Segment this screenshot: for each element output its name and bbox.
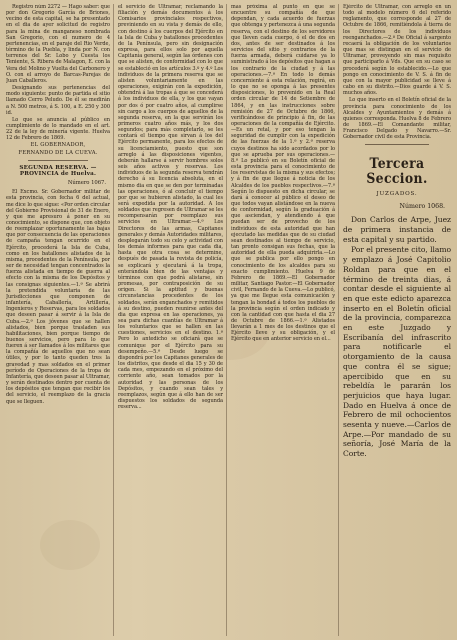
column-1 (6, 4, 110, 636)
notice-body-continued: mas próxima al punto en que se encuentre su compañía de que dependan, y cada acuerdo de fuerzas que obtenga y pertenezca á una segunda reserva, con el destino de los servidores que lleven cada cuerpo, ó el de dos en dos, antes de ser destinados á los servicios del sitio y contrarios de la fuerza armada, deberá cuidarse ya lo suministrado á los depósitos que hagan a los contrario de la ciudad y á las operaciones.—7.ª En todo lo demás concerniente á esta relación, regirá, en lo que no se oponga á las presentes disposiciones, lo prevenido en la Real orden circular de 14 de Setiembre de 1864, y en las instrucciones sobre remisión de 27 de Octubre de 1866, verificándose de principio á fin, de las operaciones de la compañía de Ejército.—Es un retal, y por eso tengan la seguridad de cumplir con la expedición de las fuerzas de la 1.ª y 2.ª reserva cuyos destinos ha sido acordados por lo que se aprueba por sus operaciones.—8.ª Lo publicó en su Boletín oficial de esta provincia para el conocimiento de los reservistas de la misma y sus efectos; y á fin de que llegue á noticia de los Alcaldes de los pueblos respectivos.—7.ª Según lo dispuesto en dicha circular, se dará á conocer al público el deseo de que todos vayan alistándose en la nueva de conformidad, según la graduación á que asciendan, y atendiendo á que puedan ser de provecho de los individuos de esta autoridad que han ejecutado las medidas que de su ciudad sean destinados al tiempo de servicio, tan pronto consigan sus fechas, que la autoridad de ella pueda adquirirla.—Lo que se publica por ello pongo en conocimiento de los alcaldes para su exacto cumplimiento. Huelva 9 de Febrero de 1869.—El Gobernador militar, Santiago Pastor.—El Gobernador civil, Fernando de la Cueva.—Lo publicó, ya que me llegue esta comunicación y tengan la bondad á todos los pueblos de la provincia según el orden indicado y con la cantidad con que hasta el dia 27 de Octubre de 1866.—1.ª Alistados llevarán a 1 mes de los destinos que el Ejército lleve y su obligación, y el Ejército que en anterior servicio en el... (231, 4, 335, 343)
column-3 (231, 4, 335, 636)
mining-announcement: Lo que se anuncia al público en cumplimiento de lo mandado en el art. 22 de la ley de minería vigente. Huelva 12 de Febrero de 1869. (6, 116, 110, 142)
judge-intro: Don Carlos de Arpe, Juez de primera instancia de esta capital y su partido. (343, 215, 451, 244)
divider (28, 160, 88, 161)
notice-body-continued: Ejército de Ultramar, con arreglo en un todo al modelo número 6 del referido reglamento, que corresponde al 27 de Octubre de 1866, remitiéndola á tierra de los Directores de los individuos reenganchados.—2.º De Oficial á sargento recaerá la obligación de los voluntarios que mas se distingan en el servicio de Ultramar, proveyendo sin mas requisito que participarlo á Vds. Que en su caso se procederá según lo establecido.—Lo que pongo en conocimiento de V. S. á fin de que con la mayor publicidad se lleve á cabo en su distrito.—Dios guarde á V. S. muchos años. (343, 4, 451, 97)
column-4 (343, 4, 451, 636)
notice-body-continued: el servicio de Ultramar, reclamando la filiación y demás documentos á los Comisarios provinciales respectivos, previniendo en su vista y demás de ello, con destino á los cuerpos del Ejército en la Isla de Cuba y batallones procedentes de la Península, pero sin designación expresa, para ellos solo por aquella Capitanía general, según las órdenes con que se alisten, de conformidad con lo que se estableció en los artículos 3.º y 4.º Los individuos de la primera reserva que se alisten voluntariamente en las operaciones, exigirán con la expedición, obtendrá á las tropas á que se concederá á los individuos de ella, y los que vayan por dos ó por cuatro años, al cumplirse sin cargo a los cuerpos de aquellos de la segunda reserva, en la que servirán los primeros cuatro años más, y los dos segundos; para más completarlo, se les contará el tiempo que sirvan á los del Ejército permanente, para los efectos de su licenciamiento, puesto que son arreglo á las disposiciones vigentes, deberán hallarse á servir hombres solos seis años activos y reservas. Los individuos de la segunda reserva tendrán derecho á su licencia absoluta, en el mismo dia en que se den por terminadas las operaciones, ó al concluir el tiempo por que se hubieren alistado, la cual les será expedida por la autoridad. A los soldados que regresen de Ultramar se les recompensarán por reemplazo sus servicios en Ultramar.—4.ª Los Directores de las armas, Capitanes generales y demás Autoridades militares, desplegarán todo su celo y actividad con los demás informes para que cada dia, hasta que otra cosa se determine, después de pasada la revista de policía, se explicará y ejecutará á la tropa, enterándola bien de las ventajas y términos con que podrá alistarse, sin promesas, por contraposición de su origen. Si la aptitud y buenas circunstancias procedentes de los soldados, serán enganchados y remitidos á su destino, pueden reunirse antes del dia que expresa en las operaciones, ya sea para dichas cuantías de Ultramar á los voluntarios que se hallen en las cuestiones, servicios en el destino. 1.ª Pero lo antedicho se oficiará que se comunique por el Ejército para su desempeño.—5.ª Desde luego se dispondrá por los Capitanes generales de los distritos, que desde el dia 15 y 30 de cada mes, empezando en el próximo del corriente año, sean tomados por la autoridad y las personas de los Depósitos, y cuando sean tales y reemplazos, según que á ello han de ser dispuestos los soldados de segunda reserva... (118, 4, 223, 411)
signature-title: EL GOBERNADOR, (30, 142, 86, 149)
edict-body: Por el presente cito, llamo y emplazo á José Capitolio Roldan para que en el término de treinta dias, á contar desde el siguiente al en que este edicto aparezca inserto en el Boletín oficial de la provincia, comparezca en este Juzgado y Escribanía del infrascrito para notificarle el otorgamiento de la causa que contra él se sigue; apercibido que en su rebeldía le pararán los perjuicios que haya lugar. Dado en Huelva á once de Febrero de mil ochocientos sesenta y nueve.—Carlos de Arpe.—Por mandado de su señoría, José María de la Corte. (343, 245, 451, 459)
signature-name: FERNANDO DE LA CUEVA. (18, 149, 98, 156)
section-heading: SEGUNDA RESERVA. — PROVINCIA de Huelva. (19, 164, 97, 177)
notice-number: Número 1067. (67, 180, 106, 187)
column-rule (113, 4, 114, 636)
column-rule (226, 4, 227, 636)
mining-notice: Registro núm 2272 — Hago saber: que por don Gregorio García de Briones, vecino de esta capital, se ha presentado en el dia de ayer solicitud de registro para la mina de manganeso nombrada San Gregorio, con el numero de 4 pertenencias, en el paraje del Rio Verde, término de la Puebla, y linda por N. con terrenos del Sr. Lobo y Cuesta los Teniente, S. Ribera de Malagon, E. con la Vera del Molino y Vuelta del Carbonero y O. con el arroyo de Barcas-Parejas de Juan Caballeros. (6, 4, 110, 84)
divider (365, 144, 429, 145)
mining-boundaries: Designando sus pertenencias del modo siguiente: punto de partida el sitio llamado Cerro Peludo. De él se medirán a N. 500 metros, á S. 100, a E. 250 y 300 id. (6, 85, 110, 116)
column-rule (338, 4, 339, 636)
edict-number: Número 1068. (399, 202, 445, 210)
section-title: Tercera Seccion. (366, 156, 428, 188)
publication-note: Lo que inserto en el Boletín oficial de la provincia para conocimiento de los Alcaldes y Ayuntamientos y demás á quienes corresponda. Huelva 8 de Febrero de 1869.—El Comandante militar, Francisco Delgado y Navarro.—Sr. Gobernador civil de esta Provincia. (343, 97, 451, 141)
court-edict (343, 202, 451, 459)
section-subtitle: JUZGADOS. (376, 191, 418, 198)
notice-body: El Excmo. Sr. Gobernador militar de esta provincia, con fecha 6 del actual, me dice lo que sigue: «Por orden circular del Gobierno Provisional de 31 de Enero, y que me apresuro á poner en su conocimiento, se dispone que, con objeto de reemplazar oportunamente las bajas que por consecuencia de las operaciones de campaña tengan ocurrido en el Ejército, procederá la Isla de Cuba, como en los batallones alistados de la misma, procedentes de la Península, por ser de necesidad tengan concentrados la fuerza alistada en tiempo de guerra al efecto con la misma de los Depósitos y las consignas siguientes.—1.ª Se abrirá la pretendida voluntaria de las Jurisdicciones que componen de infantería, Caballería, Artillería, Ingenieros y Reservas, para los soldados que deseen pasar á servir á la Isla de Cuba.—2.ª Los jóvenes que se hallen alistados, bien porque trasladen sus habilitaciones, bien porque tiempo de buenos servicios, pero para lo que fueren á ser llamados á los militares que la compañía de aquellos que no sean útiles, y por lo tanto queden tres la gravedad y mas soldados en el primer período de Operaciones de la tropa de Infantería, que deseen pasar al Ultramar, y serán destinados dentro por cuenta de los depósitos que tengan que recibir los del servicio, el reemplazo de la gracia que se lleguen. (6, 189, 110, 405)
column-2 (118, 4, 223, 636)
